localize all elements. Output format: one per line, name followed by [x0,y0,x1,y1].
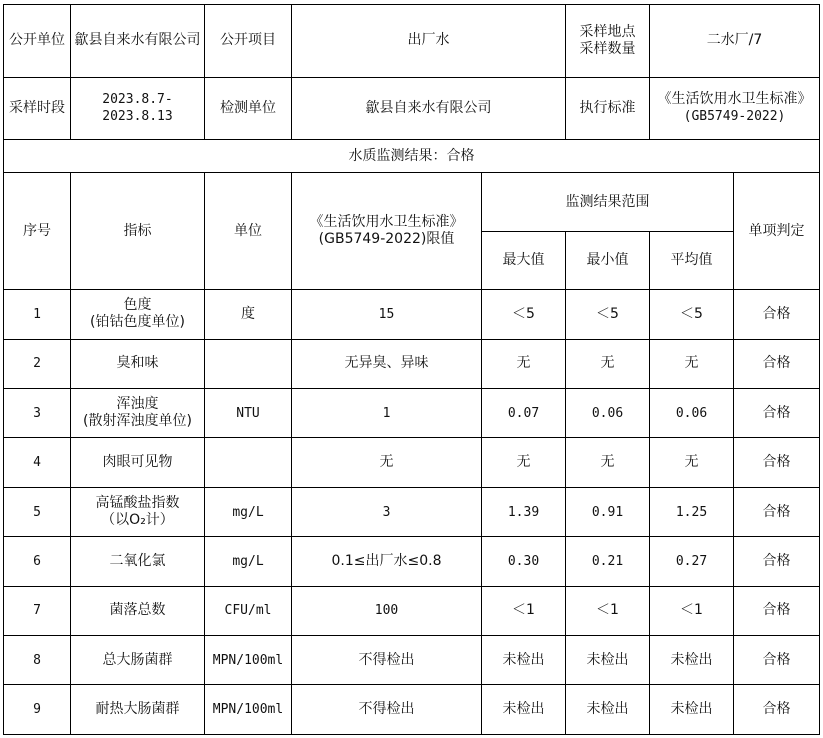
row-index: 9 [4,685,71,735]
row-min: 0.21 [566,537,650,586]
row-verdict: 合格 [734,487,820,536]
header-avg: 平均值 [650,231,734,289]
disclosure-unit-value: 歙县自来水有限公司 [71,5,205,78]
result-banner: 水质监测结果：合格 [4,140,820,173]
row-verdict: 合格 [734,438,820,487]
row-indicator: 臭和味 [71,339,205,388]
row-avg: ＜5 [650,290,734,339]
row-min: ＜1 [566,586,650,635]
row-max: 未检出 [482,685,566,735]
sampling-period-value: 2023.8.7-2023.8.13 [71,77,205,140]
water-quality-table [3,4,820,735]
row-indicator [71,487,205,536]
header-row-1 [4,173,820,231]
table-row [4,537,820,586]
row-index: 2 [4,339,71,388]
row-min: 无 [566,339,650,388]
standard-name: 《生活饮用水卫生标准》 [657,91,812,108]
header-indicator: 指标 [71,173,205,290]
row-verdict: 合格 [734,339,820,388]
row-max: 0.07 [482,389,566,438]
row-indicator: 耐热大肠菌群 [71,685,205,735]
header-verdict: 单项判定 [734,173,820,290]
standard-label: 执行标准 [566,77,650,140]
row-limit: 3 [292,487,482,536]
row-limit: 15 [292,290,482,339]
row-limit: 1 [292,389,482,438]
row-indicator [71,389,205,438]
sampling-count-label: 采样数量 [579,40,636,57]
row-verdict: 合格 [734,537,820,586]
row-unit: MPN/100ml [205,636,292,685]
standard-value [650,77,820,140]
row-limit: 不得检出 [292,685,482,735]
row-limit: 无异臭、异味 [292,339,482,388]
indicator-note: (散射浑浊度单位) [83,413,192,430]
row-unit: mg/L [205,537,292,586]
header-min: 最小值 [566,231,650,289]
row-avg: 1.25 [650,487,734,536]
row-avg: 未检出 [650,636,734,685]
row-unit [205,339,292,388]
disclosure-unit-label: 公开单位 [4,5,71,78]
row-avg: ＜1 [650,586,734,635]
row-limit: 100 [292,586,482,635]
sampling-period-label: 采样时段 [4,77,71,140]
indicator-name: 色度 [123,297,152,314]
sampling-location-value: 二水厂/7 [650,5,820,78]
row-index: 3 [4,389,71,438]
header-limit-standard: 《生活饮用水卫生标准》 [309,214,464,231]
row-limit: 不得检出 [292,636,482,685]
row-min: 未检出 [566,636,650,685]
row-min: 0.91 [566,487,650,536]
row-indicator [71,290,205,339]
row-min: 0.06 [566,389,650,438]
table-body [4,5,820,735]
row-unit: MPN/100ml [205,685,292,735]
row-avg: 0.06 [650,389,734,438]
row-max: ＜1 [482,586,566,635]
row-verdict: 合格 [734,685,820,735]
row-unit: CFU/ml [205,586,292,635]
row-verdict: 合格 [734,290,820,339]
row-verdict: 合格 [734,389,820,438]
result-banner-row [4,140,820,173]
row-indicator: 肉眼可见物 [71,438,205,487]
row-verdict: 合格 [734,636,820,685]
row-min: ＜5 [566,290,650,339]
row-verdict: 合格 [734,586,820,635]
row-max: 无 [482,438,566,487]
row-max: 1.39 [482,487,566,536]
disclosure-item-label: 公开项目 [205,5,292,78]
row-indicator: 二氧化氯 [71,537,205,586]
row-unit: 度 [205,290,292,339]
row-limit: 0.1≤出厂水≤0.8 [292,537,482,586]
header-limit-code: (GB5749-2022)限值 [318,231,455,248]
info-row-1 [4,5,820,78]
row-index: 7 [4,586,71,635]
row-max: 0.30 [482,537,566,586]
row-index: 5 [4,487,71,536]
row-indicator: 总大肠菌群 [71,636,205,685]
row-limit: 无 [292,438,482,487]
sampling-location-label: 采样地点 [579,23,636,40]
table-row [4,685,820,735]
header-index: 序号 [4,173,71,290]
row-unit: mg/L [205,487,292,536]
table-row [4,339,820,388]
testing-unit-value: 歙县自来水有限公司 [292,77,566,140]
table-row [4,438,820,487]
testing-unit-label: 检测单位 [205,77,292,140]
row-index: 4 [4,438,71,487]
row-unit [205,438,292,487]
header-max: 最大值 [482,231,566,289]
header-range: 监测结果范围 [482,173,734,231]
header-limit [292,173,482,290]
table-row [4,636,820,685]
row-min: 未检出 [566,685,650,735]
table-row [4,586,820,635]
row-avg: 无 [650,438,734,487]
header-unit: 单位 [205,173,292,290]
sampling-location-count-label [566,5,650,78]
row-max: 无 [482,339,566,388]
row-avg: 无 [650,339,734,388]
row-index: 8 [4,636,71,685]
table-row [4,389,820,438]
row-indicator: 菌落总数 [71,586,205,635]
row-min: 无 [566,438,650,487]
row-index: 1 [4,290,71,339]
standard-code: (GB5749-2022) [683,109,786,125]
disclosure-item-value: 出厂水 [292,5,566,78]
row-avg: 0.27 [650,537,734,586]
row-max: ＜5 [482,290,566,339]
indicator-name: 浑浊度 [116,396,159,413]
row-unit: NTU [205,389,292,438]
table-row [4,487,820,536]
row-index: 6 [4,537,71,586]
indicator-note: (铂钴色度单位) [90,314,185,331]
row-max: 未检出 [482,636,566,685]
indicator-note: （以O₂计） [101,512,174,529]
info-row-2 [4,77,820,140]
indicator-name: 高锰酸盐指数 [95,495,180,512]
table-row [4,290,820,339]
row-avg: 未检出 [650,685,734,735]
